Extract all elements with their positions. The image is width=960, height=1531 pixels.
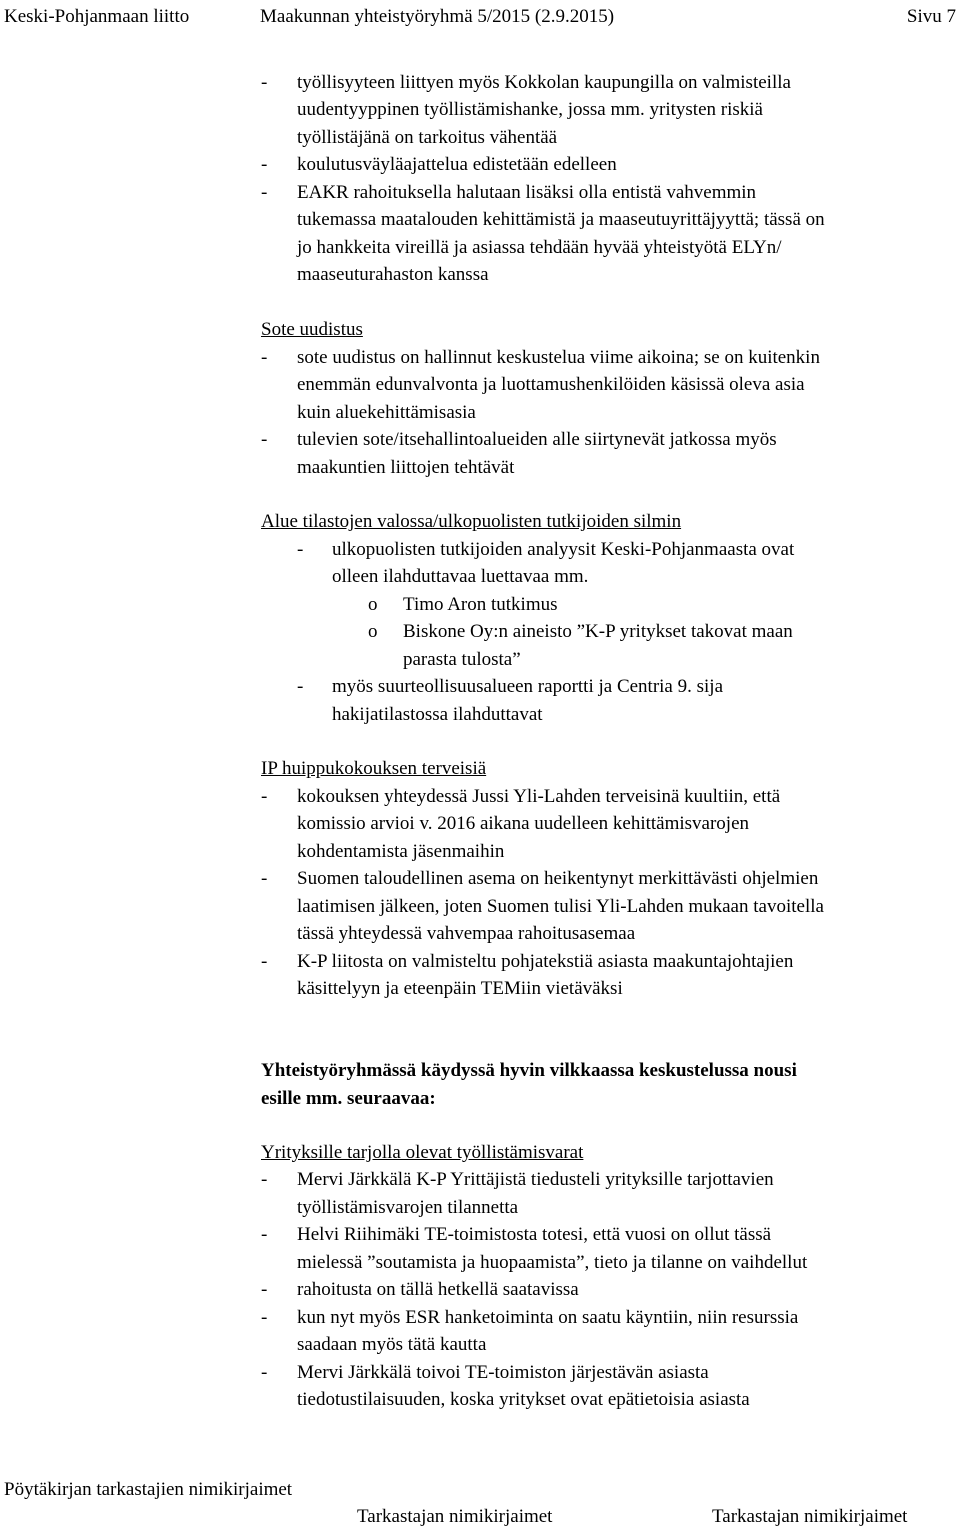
list-item-line: ulkopuolisten tutkijoiden analyysit Keski-Pohjanmaasta ovat xyxy=(332,539,795,560)
page-header xyxy=(4,3,956,31)
list-item-line: kuin aluekehittämisasia xyxy=(297,402,476,423)
list-dash: - xyxy=(261,154,268,175)
list-item-line: myös suurteollisuusalueen raportti ja Centria 9. sija xyxy=(332,676,724,697)
list-item-line: kokouksen yhteydessä Jussi Yli-Lahden terveisinä kuultiin, että xyxy=(297,786,781,807)
list-item-line: koulutusväyläajattelua edistetään edelleen xyxy=(297,154,617,175)
list-item-line: laatimisen jälkeen, joten Suomen tulisi Yli-Lahden mukaan tavoitella xyxy=(297,896,824,917)
section-heading: IP huippukokouksen terveisiä xyxy=(261,758,487,779)
sub-list-item-line: parasta tulosta” xyxy=(403,649,521,670)
list-dash: - xyxy=(261,1224,268,1245)
list-dash: - xyxy=(297,539,304,560)
list-item-line: Mervi Järkkälä toivoi TE-toimiston järjestävän asiasta xyxy=(297,1362,709,1383)
list-item-line: saadaan myös tätä kautta xyxy=(297,1334,487,1355)
footer-checker-initials-1: Tarkastajan nimikirjaimet xyxy=(357,1506,553,1527)
list-item-line: työllistämisvarojen tilannetta xyxy=(297,1197,519,1218)
list-item-line: mielessä ”soutamista ja huopaamista”, tieto ja tilanne on vaihdellut xyxy=(297,1252,808,1273)
list-dash: - xyxy=(261,951,268,972)
sub-list-item-line: Biskone Oy:n aineisto ”K-P yritykset takovat maan xyxy=(403,621,793,642)
header-meeting: Maakunnan yhteistyöryhmä 5/2015 (2.9.2015) xyxy=(260,6,615,27)
list-dash: - xyxy=(261,72,268,93)
list-item-line: tässä yhteydessä vahvempaa rahoitusasemaa xyxy=(297,923,636,944)
list-item-line: tulevien sote/itsehallintoalueiden alle siirtynevät jatkossa myös xyxy=(297,429,777,450)
list-item-line: EAKR rahoituksella halutaan lisäksi olla entistä vahvemmin xyxy=(297,182,757,203)
list-item-line: jo hankkeita vireillä ja asiassa tehdään hyvää yhteistyötä ELYn/ xyxy=(297,237,782,258)
list-item-line: käsittelyyn ja eteenpäin TEMiin vietäväksi xyxy=(297,978,623,999)
list-item-line: uudentyyppinen työllistämishanke, jossa mm. yritysten riskiä xyxy=(297,99,763,120)
sub-bullet: o xyxy=(368,594,378,615)
list-item-line: komissio arvioi v. 2016 aikana uudelleen kehittämisvarojen xyxy=(297,813,750,834)
list-item-line: Suomen taloudellinen asema on heikentynyt merkittävästi ohjelmien xyxy=(297,868,819,889)
list-dash: - xyxy=(261,1169,268,1190)
footer-checker-initials-2: Tarkastajan nimikirjaimet xyxy=(712,1506,908,1527)
header-page-number: Sivu 7 xyxy=(906,6,956,27)
list-item-line: maakuntien liittojen tehtävät xyxy=(297,457,515,478)
list-item-line: rahoitusta on tällä hetkellä saatavissa xyxy=(297,1279,579,1300)
header-organization: Keski-Pohjanmaan liitto xyxy=(4,6,190,27)
list-item-line: kohdentamista jäsenmaihin xyxy=(297,841,505,862)
list-item-line: tukemassa maatalouden kehittämistä ja maaseutuyrittäjyyttä; tässä on xyxy=(297,209,825,230)
section-heading: Alue tilastojen valossa/ulkopuolisten tutkijoiden silmin xyxy=(261,511,682,532)
list-item-line: kun nyt myös ESR hanketoiminta on saatu käyntiin, niin resurssia xyxy=(297,1307,799,1328)
list-dash: - xyxy=(297,676,304,697)
list-item-line: työllistäjänä on tarkoitus vähentää xyxy=(297,127,558,148)
bold-paragraph-line: Yhteistyöryhmässä käydyssä hyvin vilkkaassa keskustelussa nousi xyxy=(261,1060,797,1081)
list-item-line: Helvi Riihimäki TE-toimistosta totesi, että vuosi on ollut tässä xyxy=(297,1224,772,1245)
section-heading: Sote uudistus xyxy=(261,319,363,340)
list-item-line: olleen ilahduttavaa luettavaa mm. xyxy=(332,566,589,587)
sub-list-item-line: Timo Aron tutkimus xyxy=(403,594,558,615)
list-dash: - xyxy=(261,429,268,450)
bold-paragraph-line: esille mm. seuraavaa: xyxy=(261,1088,436,1109)
list-item-line: K-P liitosta on valmisteltu pohjatekstiä asiasta maakuntajohtajien xyxy=(297,951,794,972)
list-item-line: tiedotustilaisuuden, koska yritykset ovat epätietoisia asiasta xyxy=(297,1389,750,1410)
list-item-line: hakijatilastossa ilahduttavat xyxy=(332,704,543,725)
list-dash: - xyxy=(261,786,268,807)
list-dash: - xyxy=(261,182,268,203)
list-item-line: sote uudistus on hallinnut keskustelua viime aikoina; se on kuitenkin xyxy=(297,347,820,368)
list-dash: - xyxy=(261,868,268,889)
list-item-line: työllisyyteen liittyen myös Kokkolan kaupungilla on valmisteilla xyxy=(297,72,791,93)
list-dash: - xyxy=(261,1279,268,1300)
list-item-line: maaseuturahaston kanssa xyxy=(297,264,489,285)
list-dash: - xyxy=(261,1307,268,1328)
footer-minutes-signatures: Pöytäkirjan tarkastajien nimikirjaimet xyxy=(4,1479,293,1500)
list-dash: - xyxy=(261,347,268,368)
sub-bullet: o xyxy=(368,621,378,642)
list-item-line: Mervi Järkkälä K-P Yrittäjistä tiedusteli yrityksille tarjottavien xyxy=(297,1169,774,1190)
section-heading: Yrityksille tarjolla olevat työllistämisvarat xyxy=(261,1142,584,1163)
list-item-line: enemmän edunvalvonta ja luottamushenkilöiden käsissä oleva asia xyxy=(297,374,805,395)
list-dash: - xyxy=(261,1362,268,1383)
